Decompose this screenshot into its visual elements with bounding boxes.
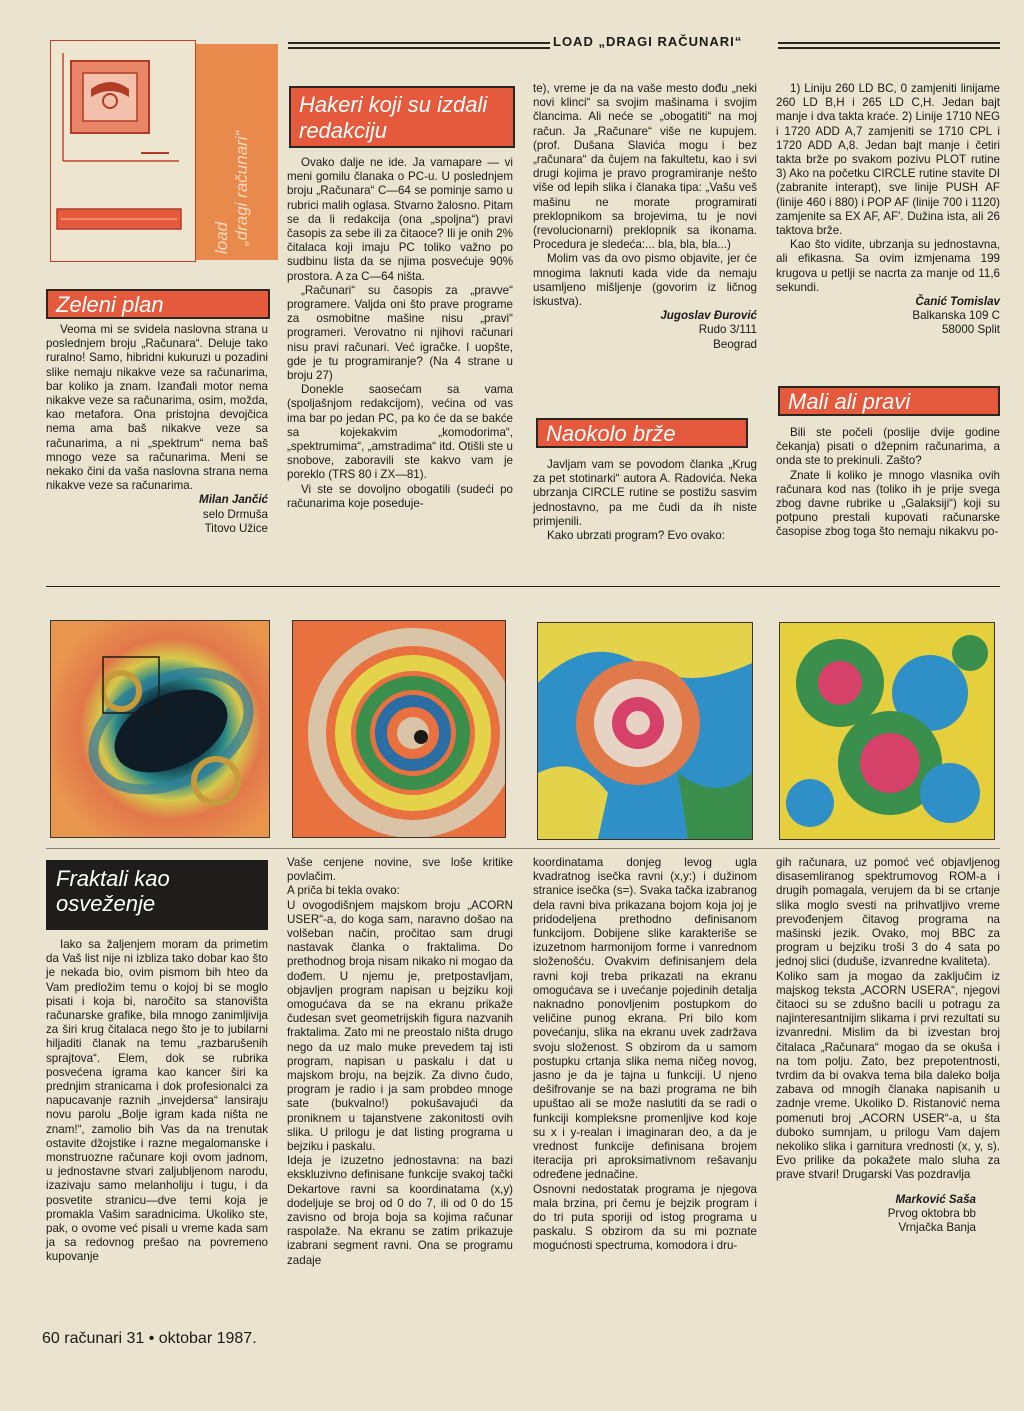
zeleni-sig-line2: Titovo Užice: [204, 521, 268, 535]
fraktali-col1-text: Iako sa žaljenjem moram da primetim da Vaš list nije ni izbliza tako dobar kao što je nekada bio, ovim pismom bih hteo da Vam predložim temu o kojoj bi se moglo pisati i koja bi, naročito sa stanovišta računarske grafike, bila mnogo zanimljivija za širi krug čitalaca nego što je to jubilarni hiljaditi članak na temu „razbarušenih sprajtova“. Elem, dok se rubrika posvećena igrama kao kancer širi ka prednjim stranicama i dok profesionalci za napucavanje raznih „invejdersa“ lansiraju novu parolu „Bolje igram kada ništa ne znam!“, zamolio bih Vas da na trenutak ostavite džojstike i razne megalomanske i monstruozne računare koji ovom jadnom, u jednostavne stvari zaljubljenom narodu, izazivaju samo melanholiju i tugu, i da posvetite stranicu—dve temi koja je promakla Vašim saradnicima. Ukoliko ste, pak, o ovome već pisali u vreme kada sam ja sa redovnog prešao na povremeno kupovanje: [46, 938, 268, 1264]
col4-sig-line2: 58000 Split: [941, 323, 1000, 337]
naokolo-p1: Javljam vam se povodom članka „Krug za pet stotinarki“ autora A. Radovića. Neka ubrzanja CIRCLE rutine se postižu sasvim jednostavno, pa me čudi da ih niste primjenili.: [533, 458, 757, 528]
fraktali-title: Fraktali kao osveženje: [46, 860, 268, 930]
zeleni-article: [46, 323, 268, 536]
col4-sig-line1: Balkanska 109 C: [912, 309, 1000, 323]
col3-p1: te), vreme je da na vaše mesto dođu „neki novi klinci“ sa svojim mašinama i svojim člancima. Ali neće se „obogatiti“ na moj račun. Ja „Računare“ više ne kupujem. (prof. Dušana Slavića mogu i bez „računara“ da čujem na fakultetu, kao i svi drugi kojima je pravo programiranje nešto više od lepih slika i članaka tipa: „Vašu veš mašinu ne morate programirati preklopnikom sa brojevima, tu je novi (revolucionarni) preklopnik sa ikonama. Procedura je sledeća:... bla, bla, bla...): [533, 82, 757, 252]
col4-top-article: [776, 82, 1000, 338]
fraktali-sig-line2: Vrnjačka Banja: [898, 1221, 976, 1235]
zeleni-sig-line1: selo Drmuša: [202, 507, 268, 521]
section-divider: [46, 586, 1000, 587]
fraktali-col3-text: koordinatama donjeg levog ugla kvadratnog isečka ravni (x,y:) i dužinom stranice isečka (s=). Svaka tačka izabranog dela ravni biva prikazana bojom koja joj je pridodeljena prethodno definisanom funkcijom. Dobijene slike karakteriše se izuzetnom harmonijom forme i vanrednom složenošću. Ovakvim definisanjem dela ravni koji treba prikazati na ekranu omogućava se i uvećanje pojedinih detalja naknadno ponovljenim postupkom do veličine punog ekrana. Pri bilo kom povećanju, slika na ekranu uvek zadržava svoju složenost. S obzirom da u samom postupku crtanja slika nema ničeg novog, jasno je da je tajna u funkciji. U njeno dešifrovanje se na bazi programa ne bih upuštao ali se može naslutiti da se radi o funkciji kompleksne promenljive kod koje su x i y-realan i imaginaran deo, a da je vrednost funkcije definisana brojem iteracija pri aproksimativnom rešavanju određene jednačine. Osnovni nedostatak programa je njegova mala brzina, pri čemu je bejzik program i do tri puta sporiji od istog programa u paskalu. S obzirom da su mi poznate mogućnosti spectruma, komodora i dru-: [533, 856, 757, 1253]
logo-panel: [50, 40, 196, 262]
header-rule-left: [288, 42, 550, 49]
col3-p2: Molim vas da ovo pismo objavite, jer će mnogima laknuti kada vide da nemaju usamljeno mišljenje (govorim iz ličnog iskustva).: [533, 252, 757, 309]
col3-sig-line2: Beograd: [713, 337, 757, 351]
col3-sig-name: Jugoslav Đurović: [660, 309, 757, 323]
zeleni-title: Zeleni plan: [46, 289, 270, 319]
hakeri-p2: „Računari“ su časopis za „pravve“ programere. Valjda oni što prave programe za osmobitne mašine nisu „pravi“ programeri. Verovatno ni njihovi računari nisu pravi računari. Već igračke. I uopšte, gde je tu programiranje? (Na 4 strane u broju 27): [287, 283, 513, 383]
fractal-image-2: [292, 620, 506, 838]
logo-text-line1: load: [212, 221, 231, 254]
col4-sig-name: Čanić Tomislav: [915, 295, 1000, 309]
mali-p1: Bili ste počeli (poslije dvije godine čekanja) pisati o džepnim računarima, a onda ste to prekinuli. Zašto?: [776, 426, 1000, 468]
fraktali-col1: [46, 938, 268, 1265]
col3-sig-line1: Rudo 3/111: [698, 323, 757, 337]
section-title: LOAD „DRAGI RAČUNARI“: [553, 34, 743, 49]
fraktali-col3: [533, 856, 757, 1254]
mali-title: Mali ali pravi: [778, 386, 1000, 416]
logo-text-line2: „dragi računari“: [232, 130, 251, 246]
fraktali-col2: [287, 856, 513, 1268]
naokolo-article: [533, 458, 757, 543]
col4-p2: Kao što vidite, ubrzanja su jednostavna, ali efikasna. Sa ovim izmjenama 199 krugova u petlji se nacrta za manje od 11,6 sekundi.: [776, 238, 1000, 294]
col3-signature: [533, 309, 757, 352]
page-footer: 60 računari 31 • oktobar 1987.: [42, 1330, 257, 1347]
mailbox-icon: [51, 41, 197, 263]
images-divider: [46, 848, 1000, 849]
fractal-image-4: [779, 622, 995, 840]
mali-p2: Znate li koliko je mnogo vlasnika ovih računara kod nas (toliko ih je prije svega zbog davne rubrike u „Galaksiji“) koji su potpuno prestali kupovati računarske časopise zbog toga što nemaju nikakvu po-: [776, 468, 1000, 539]
logo-orange-band: [196, 44, 278, 260]
hakeri-p3: Donekle saosećam sa vama (spoljašnjom redakcijom), većina od vas ima bar po jedan PC, pa ko će da se bakće sa kojekakvim „komodorima“, „spektrumima“, „amstradima“ itd. Otišli ste u snobove, zaboravili ste kakvo vam je poreklo (TRS 80 i ZX—81).: [287, 383, 513, 482]
fraktali-sig-name: Marković Saša: [895, 1192, 976, 1206]
col4-signature: [776, 295, 1000, 338]
fraktali-signature: [776, 1193, 1000, 1236]
fraktali-col4-text: gih računara, uz pomoć već objavljenog disasemliranog spektrumovog ROM-a i drugih pomagala, verujem da bi se crtanje slika moglo svesti na prihvatljivo vreme prevođenjem čitavog programa na mašinski jezik. Ovako, moj BBC za program u bejziku troši 3 do 4 sata po jednoj slici (duduše, izvanredne kvaliteta). Koliko sam ja mogao da zaključim iz majskog teksta „ACORN USERA“, njegovi čitaoci su se zdušno bacili u potragu za najinteresantnijim slikama i prvi rezultati su izvanredni. Mislim da bi izvestan broj čitalaca „Računara“ mogao da se okuša i na tom polju. Zato, bez prepotentnosti, tvrdim da bi ovakva tema bila daleko bolja zabava od mnogih članaka napisanih u zadnje vreme. Ukoliko D. Ristanović nema pomenuti broj „ACORN USER“-a, u šta duboko sumnjam, u prilogu Vam dajem nekoliko slika i garnitura vrednosti (x, y, s). Evo prilike da pokažete malo sluha za prave stvari! Drugarski Vas pozdravlja: [776, 856, 1000, 1182]
fraktali-col4: [776, 856, 1000, 1235]
fractal-image-3: [537, 622, 753, 840]
fraktali-col2-text: Vaše cenjene novine, sve loše kritike povlačim. A priča bi tekla ovako: U ovogodišnjem majskom broju „ACORN USER“-a, do koga sam, naravno došao na volšeban način, pročitao sam drugi nastavak članka o fraktalima. Do prethodnog broja nisam nikako ni mogao da dođem. U njemu je, pretpostavljam, objavljen program napisan u bejziku koji omogućava da se na ekranu prikaže čudesan svet geometrijskih figura nazvanih fraktalima. Zato mi ne preostalo ništa drugo nego da uz malo muke prevedem taj isti program, napisan u paskalu i dat u majskom broju, na bejzik. Za divno čudo, program je radio i ja sam probdeo mnoge sate (bukvalno!) pokušavajući da proniknem u tajanstvene zakonitosti ovih slika. U prilogu je dat listing programa u bejziku i paskalu. Ideja je izuzetno jednostavna: na bazi ekskluzivno definisane funkcije svakoj tački Dekartove ravni sa koordinatama (x,y) dodeljuje se broj od 0 do 7, ili od 0 do 15 zavisno od broja boja sa kojima računar raspolaže. Na ekranu se zatim prikazuje izabrani segment ravni. Ona se programu zadaje: [287, 856, 513, 1267]
naokolo-title: Naokolo brže: [536, 418, 748, 448]
fractal-image-1: [50, 620, 270, 838]
hakeri-p1: Ovako dalje ne ide. Ja vamapare — vi meni gomilu članaka o PC-u. U poslednjem broju „Računara“ C—64 se pominje samo u rubrici malih oglasa. Stvarno žalosno. Pitam se da li redakcija (ona „spoljna“) pravi časopis za sebe ili za čitaoce? Ili je onih 2% čitalaca koji imaju PC toliko važno po sudbinu lista da se njima posvećuje 90% prostora. A za C—64 ništa.: [287, 156, 513, 283]
column-logo: [50, 40, 278, 264]
mali-article: [776, 426, 1000, 540]
logo-text: [212, 131, 252, 254]
zeleni-signature: [46, 493, 268, 536]
naokolo-p2: Kako ubrzati program? Evo ovako:: [547, 529, 725, 543]
zeleni-sig-name: Milan Jančić: [199, 493, 268, 507]
col3-top-article: [533, 82, 757, 352]
header-rule-right: [778, 42, 1000, 49]
col4-p1: 1) Liniju 260 LD BC, 0 zamjeniti linijame 260 LD B,H i 265 LD C,H. Jedan bajt manje i dva takta kraće. 2) Linije 1710 NEG i 1720 ADD A,7 zamjeniti se 1710 CPL i 1720 ADD A,8. Jedan bajt manje i četiri takta brže po svakom pozivu PLOT rutine 3) Ako na početku CIRCLE rutine stavite DI (zabranite interapt), sve linije PUSH AF (linije 460 i 880) i POP AF (linije 700 i 1120) zamjenite sa EX AF, AF'. Dužina ista, ali 26 taktova brže.: [776, 82, 1000, 238]
zeleni-body: Veoma mi se svidela naslovna strana u poslednjem broju „Računara“. Deluje tako ruralno! Samo, hibridni kukuruzi u pozadini slike nemaju nikakve veze sa računarima, bar koliko ja znam. Izanđali motor nema nikakve veze sa računarima, osim, možda, kao metafora. Ona pristojna devojčica nema ama baš nikakve veze sa računarima, a ni „spektrum“ nema baš mnogo veze sa računarima. Meni se nekako čini da vaša naslovna strana nema nikakve veze sa računarima.: [46, 323, 268, 493]
hakeri-article: [287, 156, 513, 511]
fraktali-sig-line1: Prvog oktobra bb: [887, 1206, 976, 1220]
hakeri-p4: Vi ste se dovoljno obogatili (sudeći po računarima koje poseduje-: [287, 482, 513, 510]
hakeri-title: Hakeri koji su izdali redakciju: [289, 86, 515, 148]
